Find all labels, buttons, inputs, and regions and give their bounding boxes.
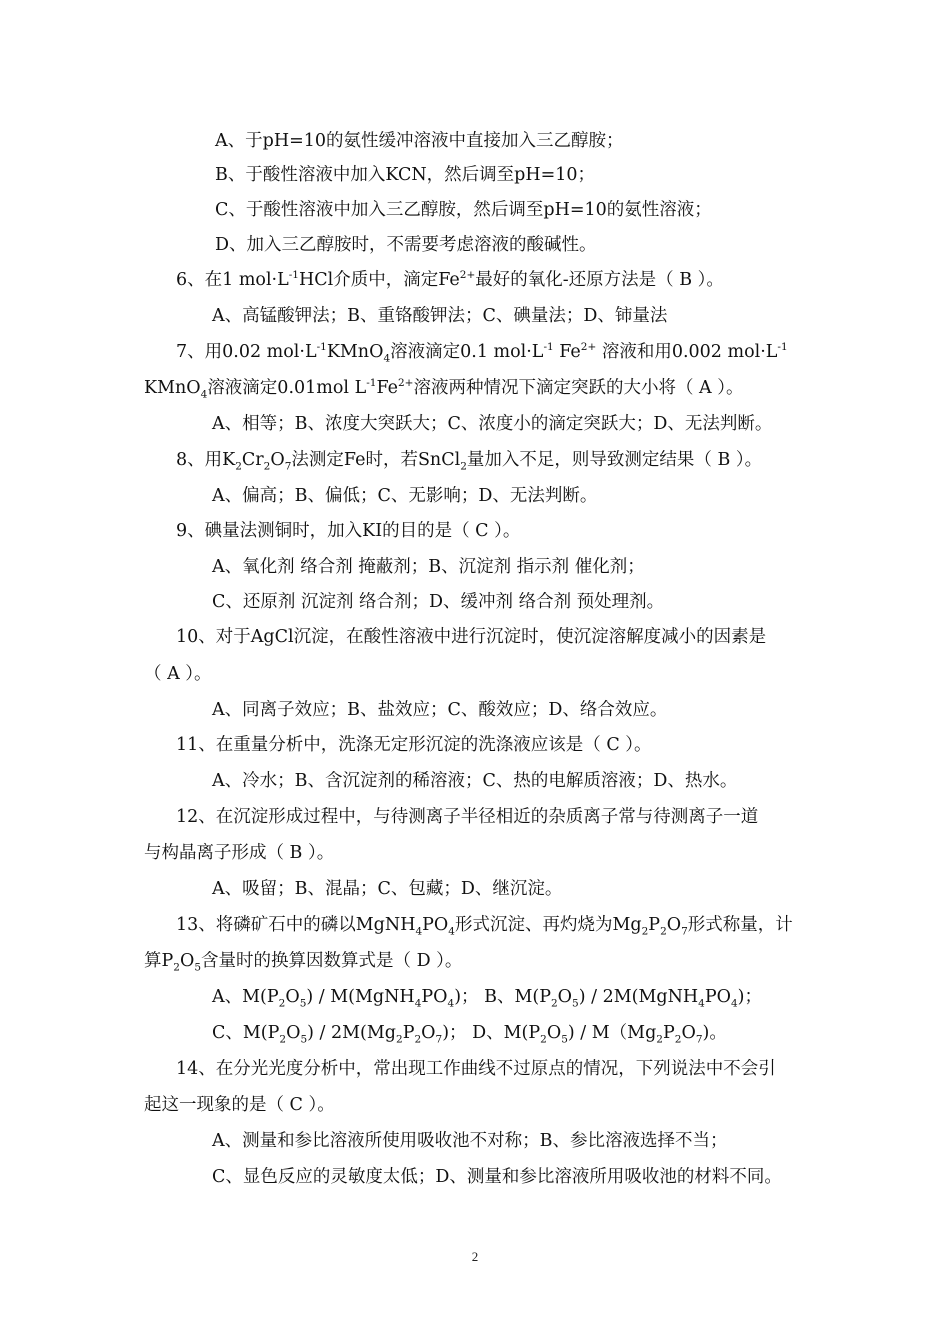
text-line: C、于酸性溶液中加入三乙醇胺，然后调至pH=10的氨性溶液； — [215, 200, 712, 220]
options-14-cont: C、显色反应的灵敏度太低；D、测量和参比溶液所用吸收池的材料不同。 — [212, 1167, 782, 1187]
page-number: 2 — [471, 1249, 479, 1264]
question-7-cont: KMnO$_4$溶液滴定0.01mol $L^{-1}Fe^{2+}$溶液两种情况下滴定突跃的大小将（ A ）。 — [144, 377, 744, 401]
question-12-cont: 与构晶离子形成（ B ）。 — [144, 843, 335, 863]
question-11: 11、在重量分析中，洗涤无定形沉淀的洗涤液应该是（ C ）。 — [176, 735, 652, 755]
question-8: 8、用$K_2Cr_2O_7$法测定Fe时，若SnCl$_2$量加入不足，则导致测定结果（ B ）。 — [176, 450, 763, 473]
options-9-cont: C、还原剂 沉淀剂 络合剂；D、缓冲剂 络合剂 预处理剂。 — [212, 592, 665, 612]
options-8: A、偏高；B、偏低；C、无影响；D、无法判断。 — [212, 486, 598, 506]
options-11: A、冷水；B、含沉淀剂的稀溶液；C、热的电解质溶液；D、热水。 — [212, 771, 738, 791]
options-13-cont: C、$M(P_2O_5) / 2M(Mg_2P_2O_7)$； D、$M(P_2O_5) / M(Mg_2P_2O_7)$。 — [212, 1023, 727, 1046]
text-line: B、于酸性溶液中加入KCN，然后调至pH=10； — [215, 165, 596, 185]
options-14: A、测量和参比溶液所使用吸收池不对称；B、参比溶液选择不当； — [212, 1131, 728, 1151]
options-10: A、同离子效应；B、盐效应；C、酸效应；D、络合效应。 — [212, 700, 668, 720]
text-line: A、于pH=10的氨性缓冲溶液中直接加入三乙醇胺； — [215, 131, 624, 151]
question-14-cont: 起这一现象的是（ C ）。 — [144, 1095, 335, 1115]
text-line: D、加入三乙醇胺时，不需要考虑溶液的酸碱性。 — [215, 235, 597, 255]
options-12: A、吸留；B、混晶；C、包藏；D、继沉淀。 — [212, 879, 563, 899]
question-12: 12、在沉淀形成过程中，与待测离子半径相近的杂质离子常与待测离子一道 — [176, 807, 759, 827]
options-13: A、$M(P_2O_5)$ / $M(MgNH_4PO_4)$； B、$M(P_2O_5)$ / $2M(MgNH_4PO_4)$； — [212, 987, 762, 1010]
question-10: 10、对于AgCl沉淀，在酸性溶液中进行沉淀时，使沉淀溶解度减小的因素是 — [176, 627, 767, 647]
options-9: A、氧化剂 络合剂 掩蔽剂；B、沉淀剂 指示剂 催化剂； — [212, 557, 645, 577]
question-6: 6、在1 $mol\cdot L^{-1}HCl$介质中，滴定$Fe^{2+}$最好的氧化-还原方法是（ B ）。 — [176, 269, 724, 290]
question-10-cont: （ A ）。 — [144, 664, 212, 684]
question-13-cont: 算$P_2O_5$含量时的换算因数算式是（ D ）。 — [144, 951, 463, 974]
options-7: A、相等；B、浓度大突跃大；C、浓度小的滴定突跃大；D、无法判断。 — [212, 414, 773, 434]
question-14: 14、在分光光度分析中，常出现工作曲线不过原点的情况，下列说法中不会引 — [176, 1059, 776, 1079]
options-6: A、高锰酸钾法；B、重铬酸钾法；C、碘量法；D、铈量法 — [212, 306, 668, 326]
question-9: 9、碘量法测铜时，加入KI的目的是（ C ）。 — [176, 521, 521, 541]
question-7: 7、用0.02 $mol\cdot L^{-1}KMnO_4$溶液滴定0.1 $mol\cdot L^{-1}$ $Fe^{2+}$ 溶液和用0.002 $mol\cdot L^{-1}$ — [176, 341, 788, 365]
question-13: 13、将磷矿石中的磷以$MgNH_4PO_4$形式沉淀、再灼烧为$Mg_2P_2O_7$形式称量，计 — [176, 915, 793, 938]
